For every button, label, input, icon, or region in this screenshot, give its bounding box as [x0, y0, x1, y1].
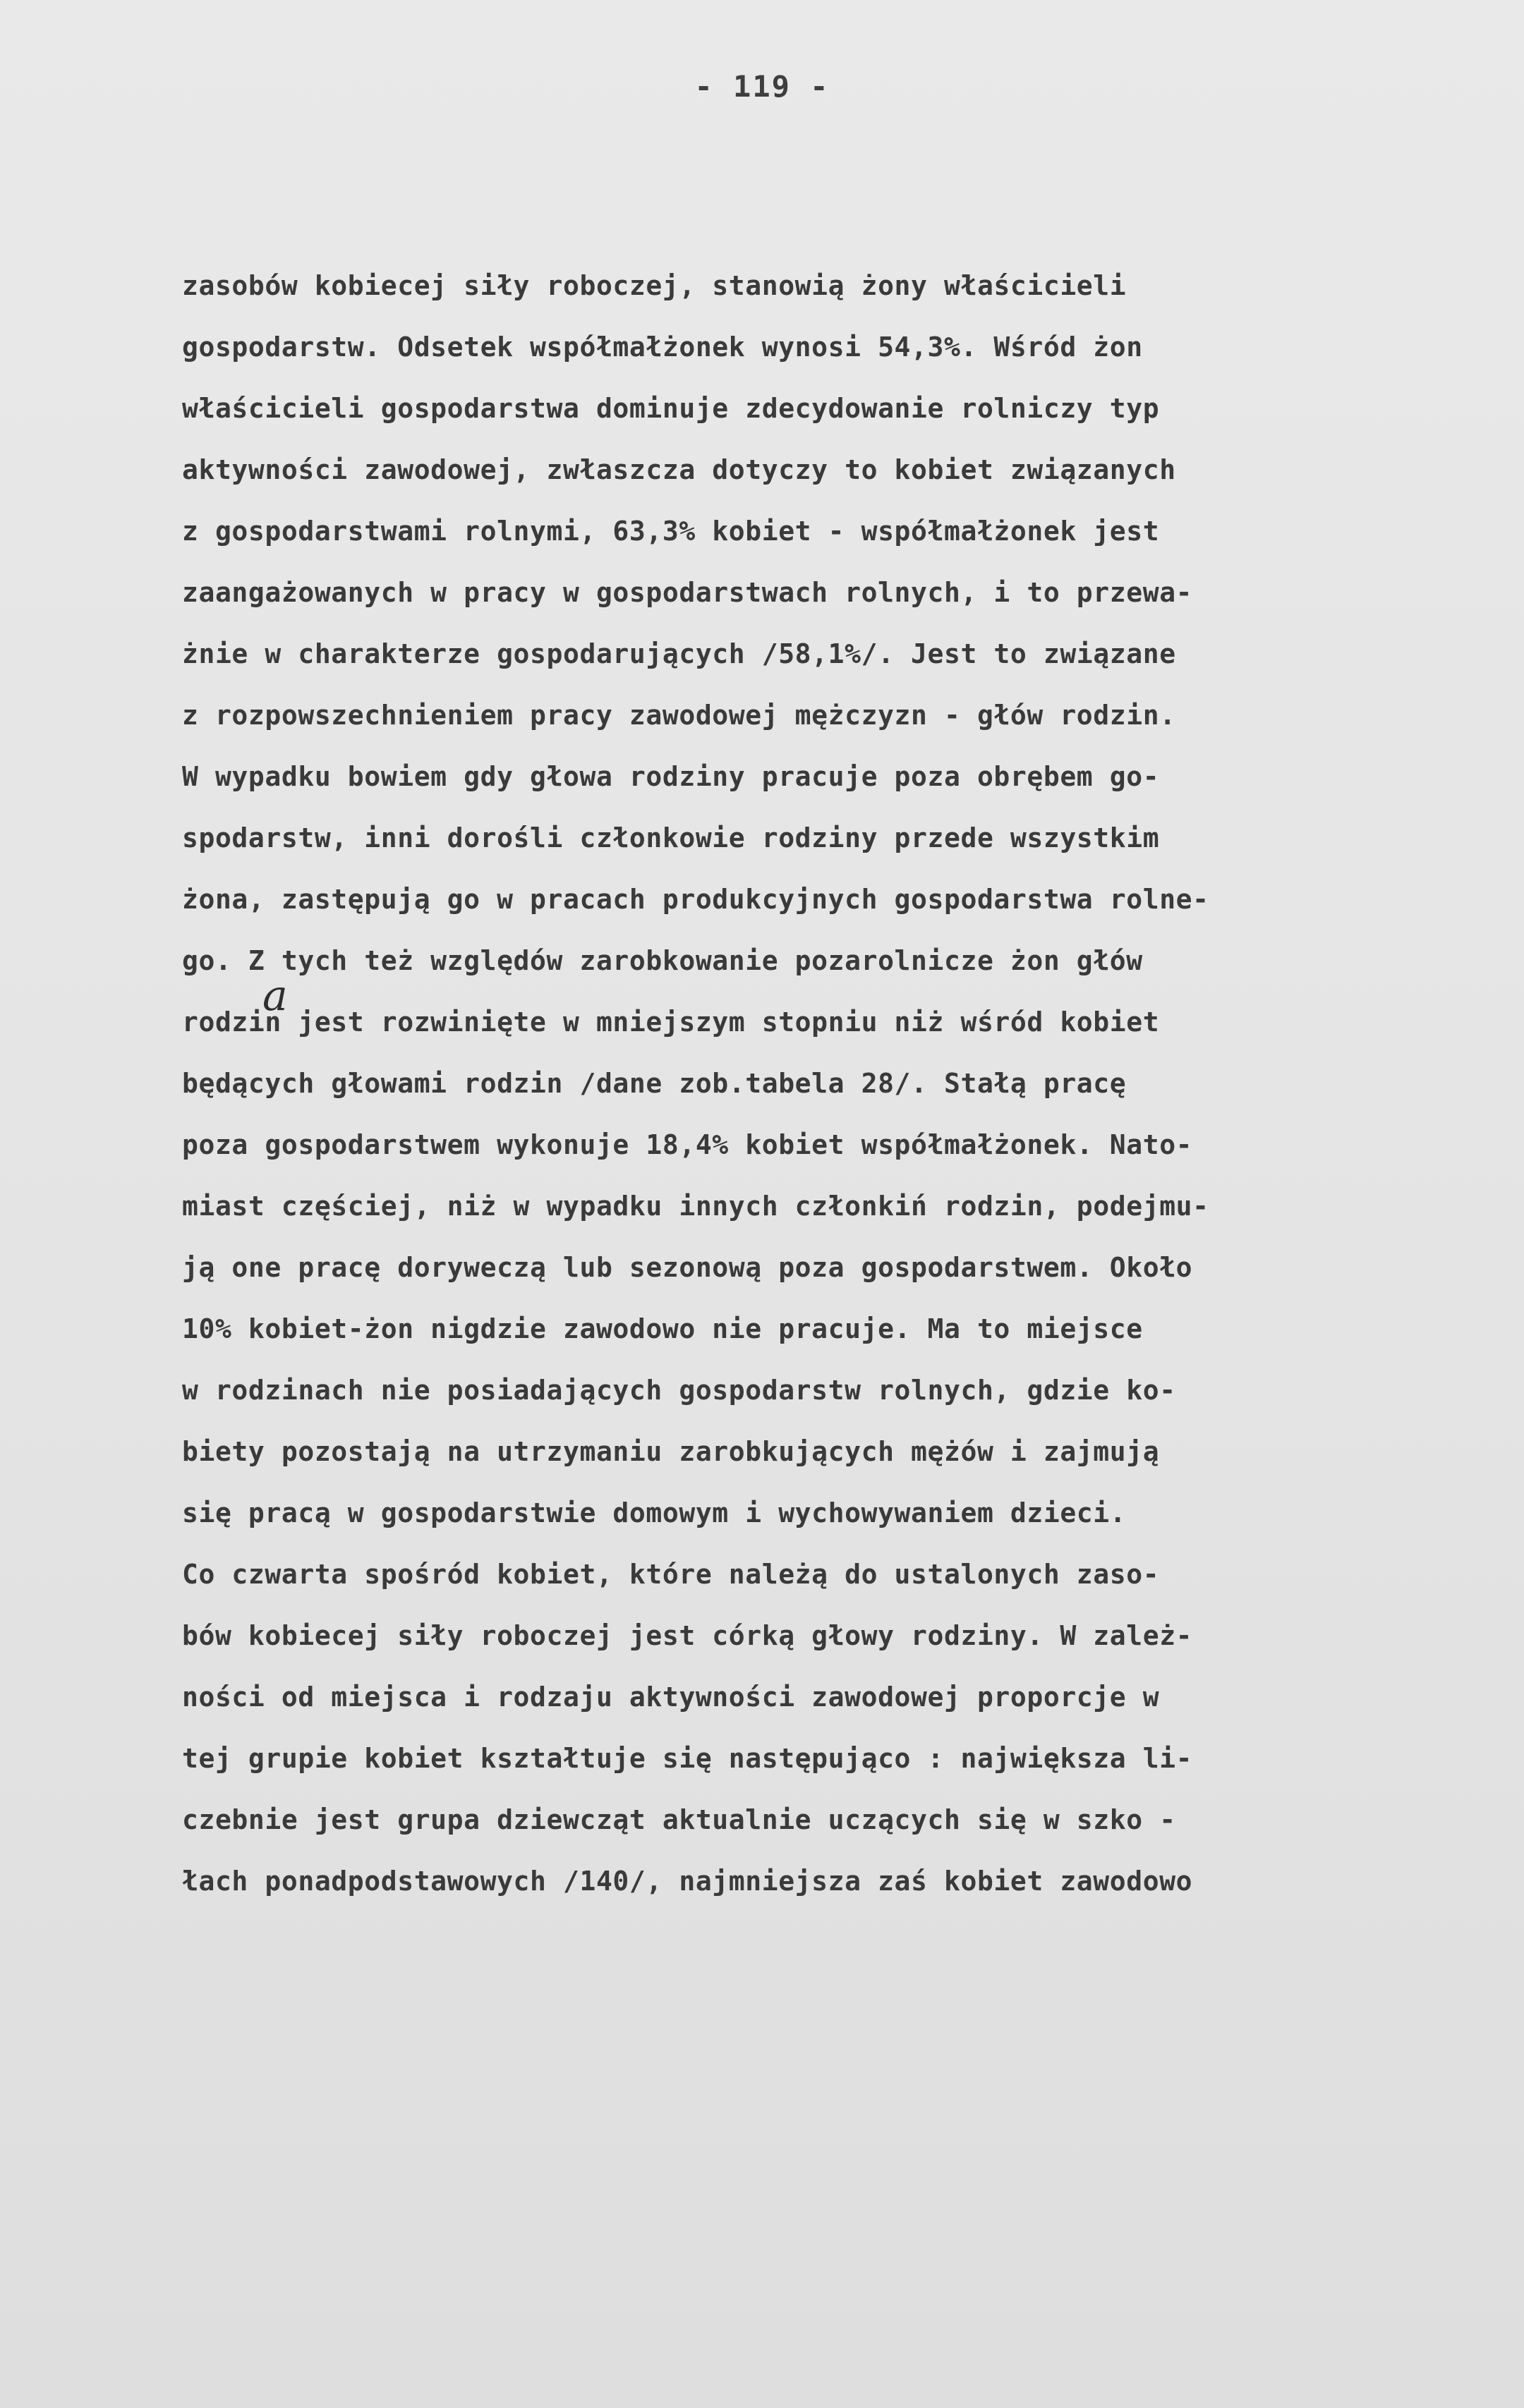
- handwritten-correction: a: [262, 971, 288, 1021]
- text-line: żnie w charakterze gospodarujących /58,1%/. Jest to związane: [182, 638, 1176, 669]
- text-line: aktywności zawodowej, zwłaszcza dotyczy to kobiet związanych: [182, 454, 1176, 485]
- text-line: ności od miejsca i rodzaju aktywności zawodowej proporcje w: [182, 1682, 1160, 1713]
- text-line: czebnie jest grupa dziewcząt aktualnie uczących się w szko -: [182, 1804, 1176, 1835]
- text-line: W wypadku bowiem gdy głowa rodziny pracuje poza obrębem go-: [182, 761, 1160, 792]
- text-line: żona, zastępują go w pracach produkcyjnych gospodarstwa rolne-: [182, 884, 1209, 915]
- text-line: biety pozostają na utrzymaniu zarobkujących mężów i zajmują: [182, 1436, 1160, 1467]
- body-text: [182, 255, 1508, 1912]
- text-line: go. Z tych też względów zarobkowanie pozarolnicze żon głów: [182, 945, 1143, 976]
- text-line: poza gospodarstwem wykonuje 18,4% kobiet współmałżonek. Nato-: [182, 1129, 1193, 1160]
- text-line: się pracą w gospodarstwie domowym i wychowywaniem dzieci.: [182, 1497, 1127, 1528]
- text-line: właścicieli gospodarstwa dominuje zdecydowanie rolniczy typ: [182, 393, 1160, 424]
- page-number: - 119 -: [694, 69, 830, 104]
- text-line: z rozpowszechnieniem pracy zawodowej mężczyzn - głów rodzin.: [182, 700, 1176, 731]
- text-line: zasobów kobiecej siły roboczej, stanowią żony właścicieli: [182, 270, 1127, 301]
- text-line: z gospodarstwami rolnymi, 63,3% kobiet - współmałżonek jest: [182, 516, 1160, 547]
- text-line: łach ponadpodstawowych /140/, najmniejsza zaś kobiet zawodowo: [182, 1866, 1193, 1897]
- text-line: w rodzinach nie posiadających gospodarstw rolnych, gdzie ko-: [182, 1375, 1176, 1406]
- text-line: spodarstw, inni dorośli członkowie rodziny przede wszystkim: [182, 822, 1160, 853]
- text-line: rodzin jest rozwinięte w mniejszym stopniu niż wśród kobiet: [182, 1007, 1160, 1038]
- text-line: gospodarstw. Odsetek współmałżonek wynosi 54,3%. Wśród żon: [182, 332, 1143, 363]
- text-line: bów kobiecej siły roboczej jest córką głowy rodziny. W zależ-: [182, 1620, 1193, 1651]
- text-line: będących głowami rodzin /dane zob.tabela 28/. Stałą pracę: [182, 1068, 1127, 1099]
- text-line: Co czwarta spośród kobiet, które należą do ustalonych zaso-: [182, 1559, 1160, 1590]
- text-line: miast częściej, niż w wypadku innych członkiń rodzin, podejmu-: [182, 1191, 1209, 1222]
- text-line: zaangażowanych w pracy w gospodarstwach rolnych, i to przewa-: [182, 577, 1193, 608]
- text-line: tej grupie kobiet kształtuje się następująco : największa li-: [182, 1743, 1193, 1774]
- text-line: 10% kobiet-żon nigdzie zawodowo nie pracuje. Ma to miejsce: [182, 1313, 1143, 1344]
- text-line: ją one pracę doryweczą lub sezonową poza gospodarstwem. Około: [182, 1252, 1193, 1283]
